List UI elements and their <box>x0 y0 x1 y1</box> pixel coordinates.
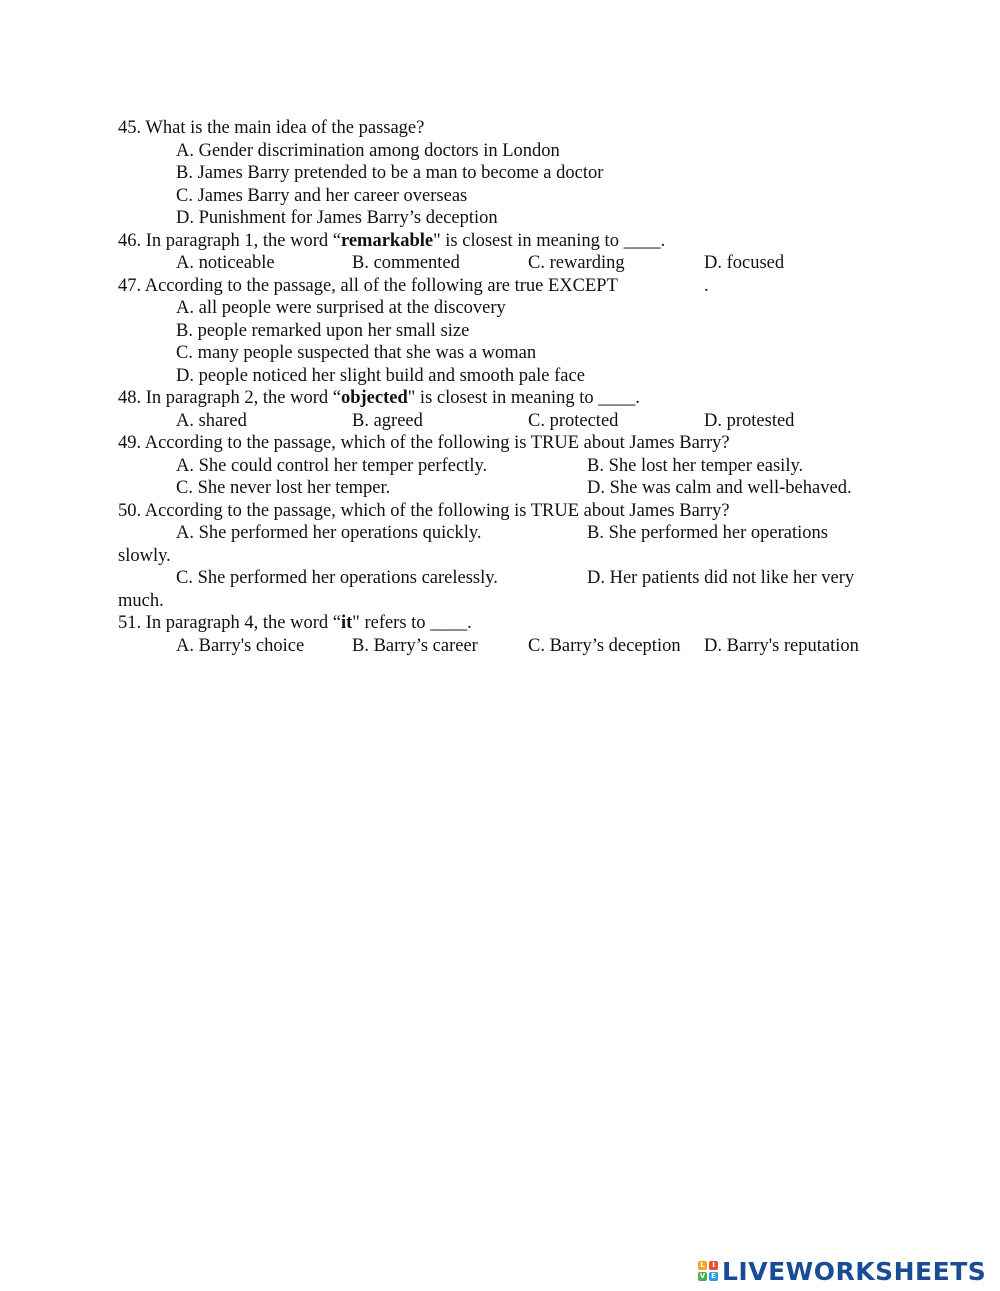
q48-options-row <box>0 410 1000 433</box>
q46-options-row <box>0 252 1000 275</box>
q51-options-row <box>0 635 1000 658</box>
question-46-stem: 46. In paragraph 1, the word “remarkable" is closest in meaning to ____. <box>118 231 666 251</box>
q51-option-a: A. Barry's choice <box>176 636 305 656</box>
q51-option-d: D. Barry's reputation <box>704 636 859 656</box>
q45-option-a: A. Gender discrimination among doctors in London <box>176 141 560 161</box>
q50-options-row-2 <box>0 567 1000 590</box>
q49-options-row-1 <box>0 455 1000 478</box>
q46-option-b: B. commented <box>352 253 460 273</box>
q47-option-a: A. all people were surprised at the discovery <box>176 298 506 318</box>
q50-option-a: A. She performed her operations quickly. <box>176 523 482 543</box>
q46-option-c: C. rewarding <box>528 253 625 273</box>
q47-option-b: B. people remarked upon her small size <box>176 321 470 341</box>
q49-option-c: C. She never lost her temper. <box>176 478 391 498</box>
q47-option-c: C. many people suspected that she was a woman <box>176 343 537 363</box>
q50-option-c: C. She performed her operations carelessly. <box>176 568 498 588</box>
liveworksheets-logo[interactable] <box>698 1258 986 1284</box>
q49-option-d: D. She was calm and well-behaved. <box>587 478 852 498</box>
q51-option-b: B. Barry’s career <box>352 636 478 656</box>
q45-option-c: C. James Barry and her career overseas <box>176 186 468 206</box>
q47-stem-period: . <box>704 276 709 296</box>
keyword-remarkable: remarkable <box>340 231 434 251</box>
q47-option-d: D. people noticed her slight build and smooth pale face <box>176 366 585 386</box>
q49-option-b: B. She lost her temper easily. <box>587 456 804 476</box>
q49-options-row-2 <box>0 477 1000 500</box>
question-51-stem: 51. In paragraph 4, the word “it" refers to ____. <box>118 613 472 633</box>
question-45-stem: 45. What is the main idea of the passage? <box>118 118 425 138</box>
question-50-stem: 50. According to the passage, which of the following is TRUE about James Barry? <box>118 501 730 521</box>
question-48-stem: 48. In paragraph 2, the word “objected" is closest in meaning to ____. <box>118 388 640 408</box>
q51-option-c: C. Barry’s deception <box>528 636 681 656</box>
question-47-stem: 47. According to the passage, all of the following are true EXCEPT <box>118 276 618 296</box>
q50-options-row-1 <box>0 522 1000 545</box>
q50-option-b: B. She performed her operations <box>587 523 828 543</box>
q46-option-a: A. noticeable <box>176 253 275 273</box>
q45-option-d: D. Punishment for James Barry’s deception <box>176 208 498 228</box>
keyword-it: it <box>340 613 353 633</box>
q50-option-d: D. Her patients did not like her very <box>587 568 855 588</box>
logo-text: LIVEWORKSHEETS <box>722 1256 987 1286</box>
logo-badge-icon: L I V E <box>698 1261 718 1281</box>
q49-option-a: A. She could control her temper perfectly. <box>176 456 488 476</box>
q46-option-d: D. focused <box>704 253 785 273</box>
q50-option-d-wrap: much. <box>118 591 164 611</box>
q48-option-a: A. shared <box>176 411 247 431</box>
keyword-objected: objected <box>340 388 408 408</box>
question-49-stem: 49. According to the passage, which of the following is TRUE about James Barry? <box>118 433 730 453</box>
q50-option-b-wrap: slowly. <box>118 546 171 566</box>
q48-option-b: B. agreed <box>352 411 423 431</box>
q48-option-d: D. protested <box>704 411 795 431</box>
q45-option-b: B. James Barry pretended to be a man to become a doctor <box>176 163 604 183</box>
q48-option-c: C. protected <box>528 411 619 431</box>
